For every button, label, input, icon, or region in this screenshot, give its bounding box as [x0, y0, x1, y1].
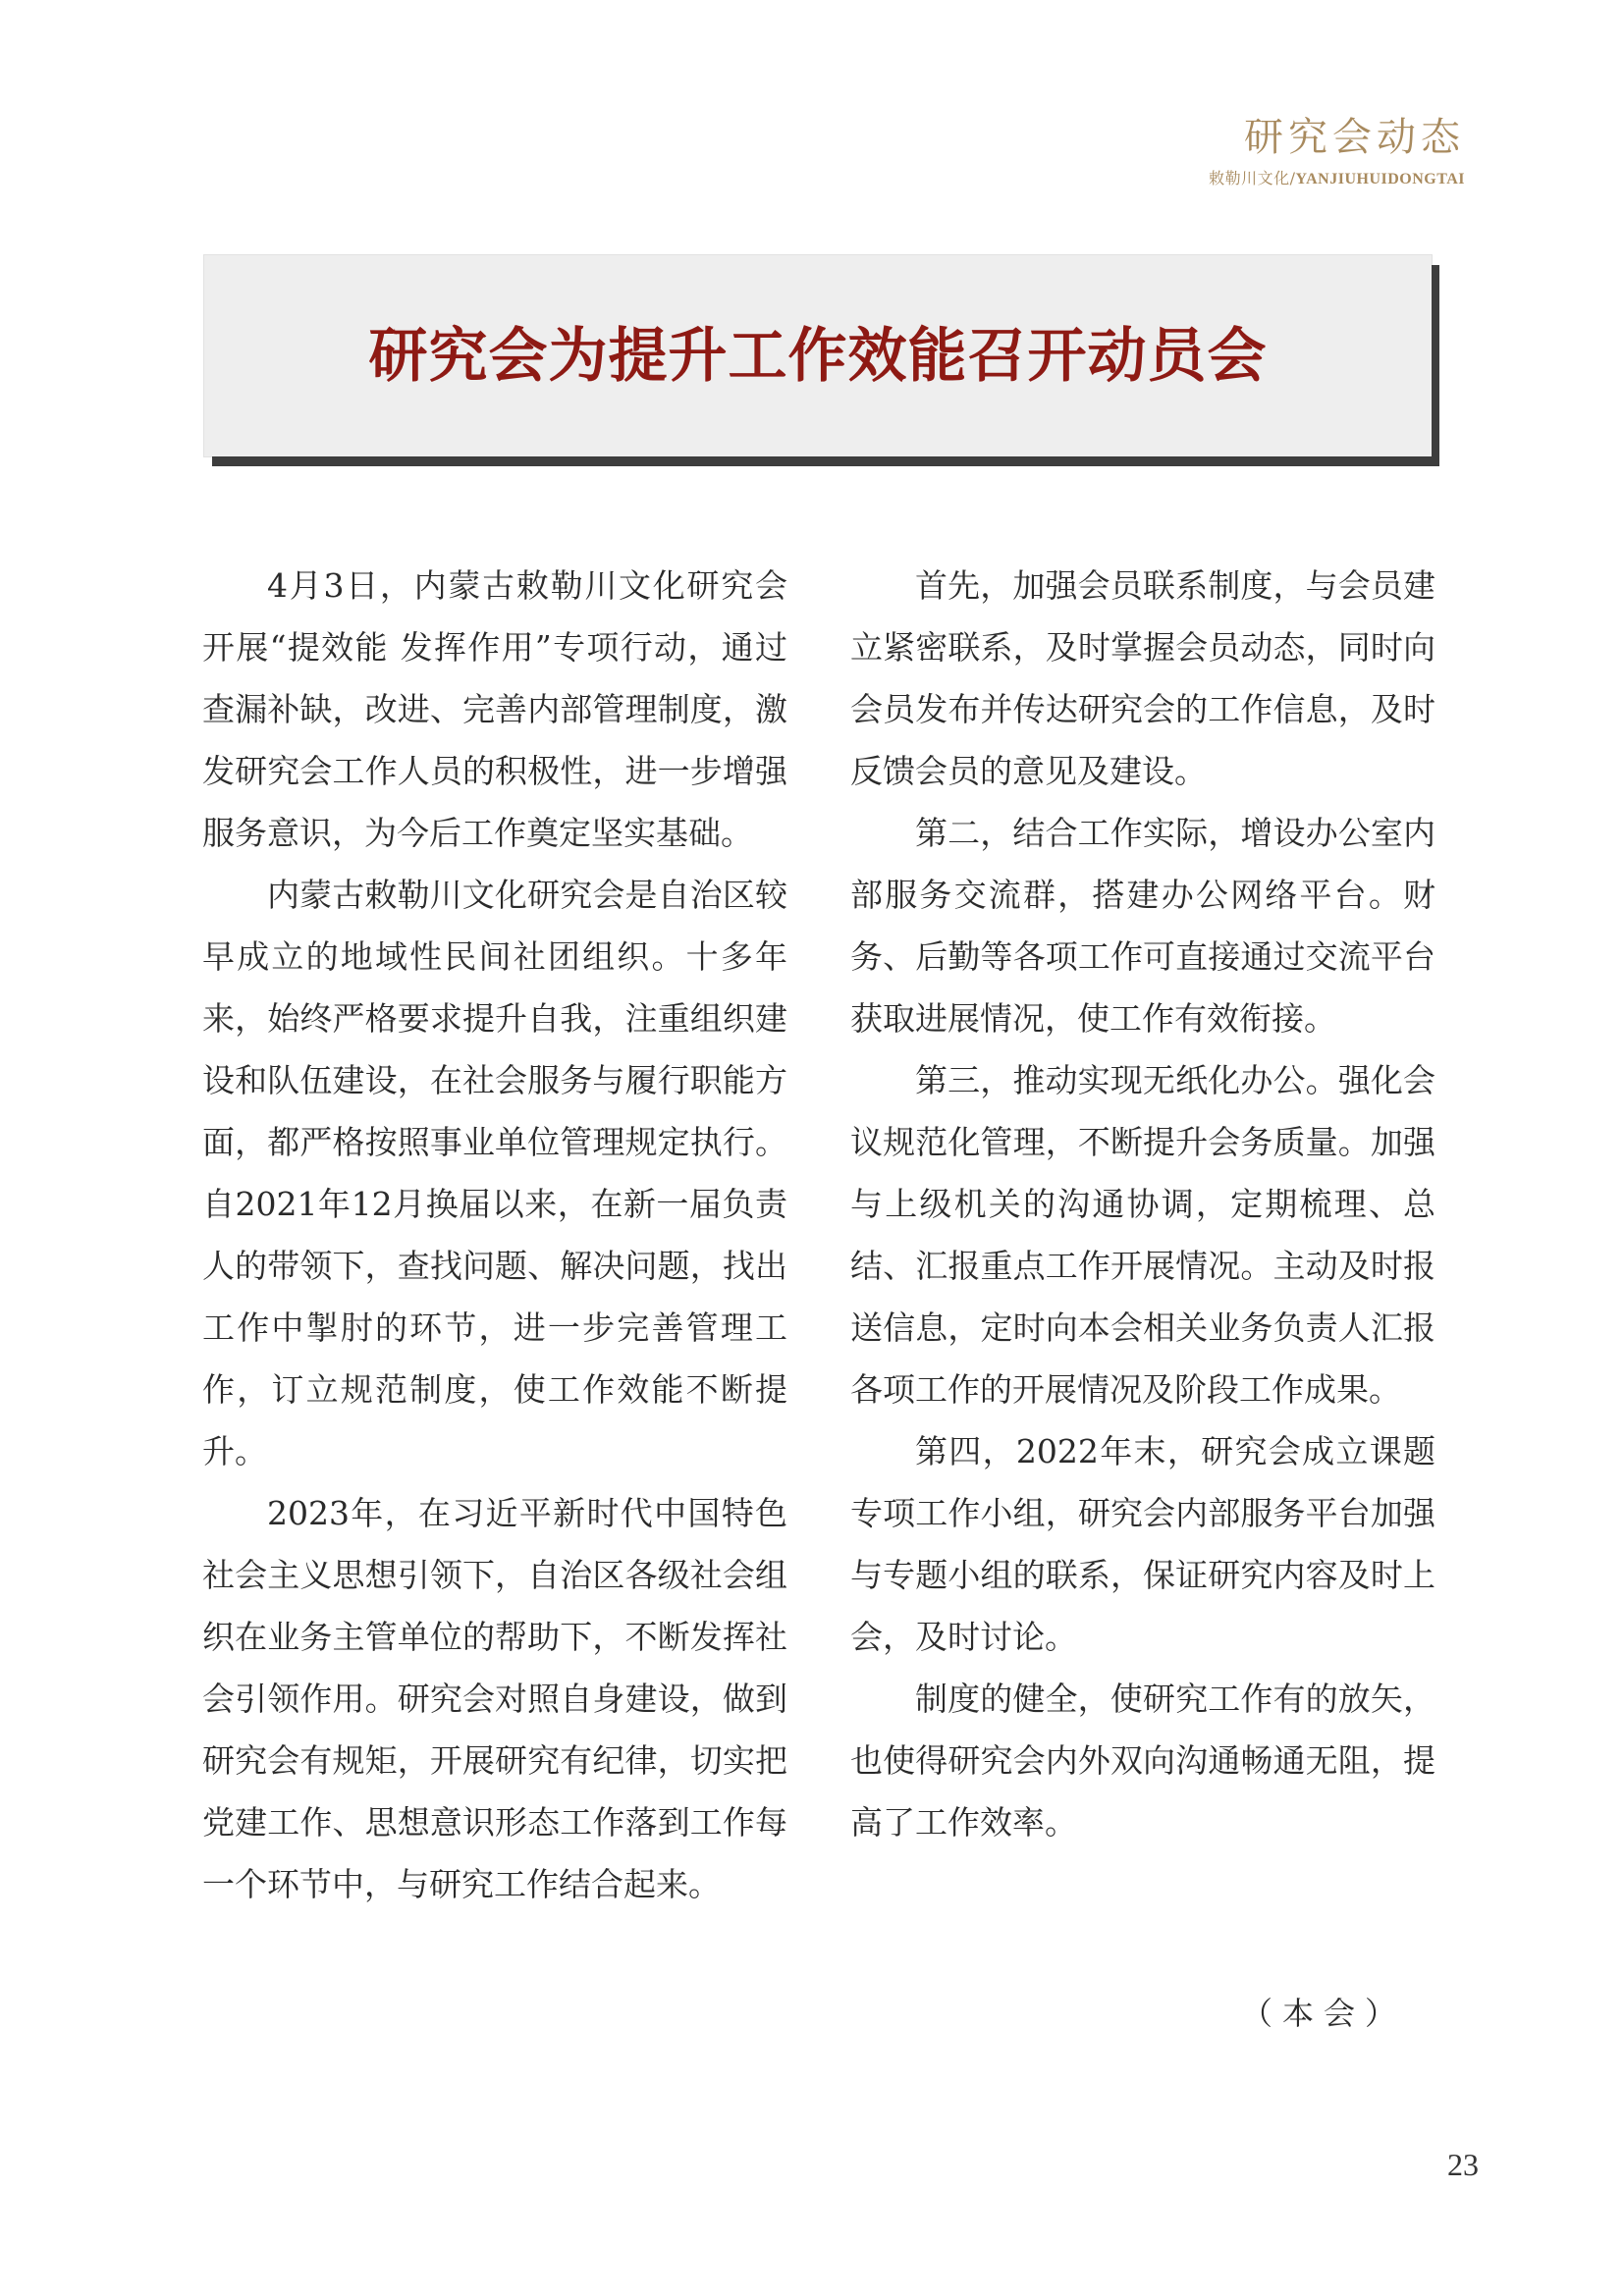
subtitle-en: YANJIUHUIDONGTAI [1295, 171, 1465, 187]
paragraph: 4月3日，内蒙古敕勒川文化研究会开展“提效能 发挥作用”专项行动，通过查漏补缺，改进、完善内部管理制度，激发研究会工作人员的积极性，进一步增强服务意识，为今后工作奠定坚实基础。 [202, 566, 787, 852]
article-signature: （本会） [1240, 1995, 1406, 2032]
section-title: 研究会动态 [1244, 115, 1465, 160]
paragraph: 2023年，在习近平新时代中国特色社会主义思想引领下，自治区各级社会组织在业务主管单位的帮助下，不断发挥社会引领作用。研究会对照自身建设，做到研究会有规矩，开展研究有纪律，切实把党建工作、思想意识形态工作落到工作每一个环节中，与研究工作结合起来。 [202, 1494, 787, 1903]
left-column [202, 555, 787, 1915]
paragraph: 首先，加强会员联系制度，与会员建立紧密联系，及时掌握会员动态，同时向会员发布并传达研究会的工作信息，及时反馈会员的意见及建设。 [850, 566, 1435, 790]
section-subtitle [1209, 169, 1465, 189]
article-title-box [204, 255, 1432, 456]
paragraph: 第四，2022年末，研究会成立课题专项工作小组，研究会内部服务平台加强与专题小组的联系，保证研究内容及时上会，及时讨论。 [850, 1432, 1435, 1656]
paragraph: 第三，推动实现无纸化办公。强化会议规范化管理，不断提升会务质量。加强与上级机关的沟通协调，定期梳理、总结、汇报重点工作开展情况。主动及时报送信息，定时向本会相关业务负责人汇报各项工作的开展情况及阶段工作成果。 [850, 1061, 1435, 1409]
right-column [850, 555, 1435, 1853]
paragraph: 第二，结合工作实际，增设办公室内部服务交流群，搭建办公网络平台。财务、后勤等各项工作可直接通过交流平台获取进展情况，使工作有效衔接。 [850, 814, 1435, 1038]
paragraph: 制度的健全，使研究工作有的放矢，也使得研究会内外双向沟通畅通无阻，提高了工作效率。 [850, 1680, 1435, 1842]
page-number: 23 [1447, 2147, 1479, 2182]
page-header [1209, 112, 1465, 189]
paragraph: 内蒙古敕勒川文化研究会是自治区较早成立的地域性民间社团组织。十多年来，始终严格要求提升自我，注重组织建设和队伍建设，在社会服务与履行职能方面，都严格按照事业单位管理规定执行。自2021年12月换届以来，在新一届负责人的带领下，查找问题、解决问题，找出工作中掣肘的环节，进一步完善管理工作，订立规范制度，使工作效能不断提升。 [202, 876, 787, 1470]
subtitle-separator: / [1289, 169, 1296, 187]
subtitle-cn: 敕勒川文化 [1209, 169, 1290, 187]
article-title: 研究会为提升工作效能召开动员会 [368, 321, 1268, 391]
